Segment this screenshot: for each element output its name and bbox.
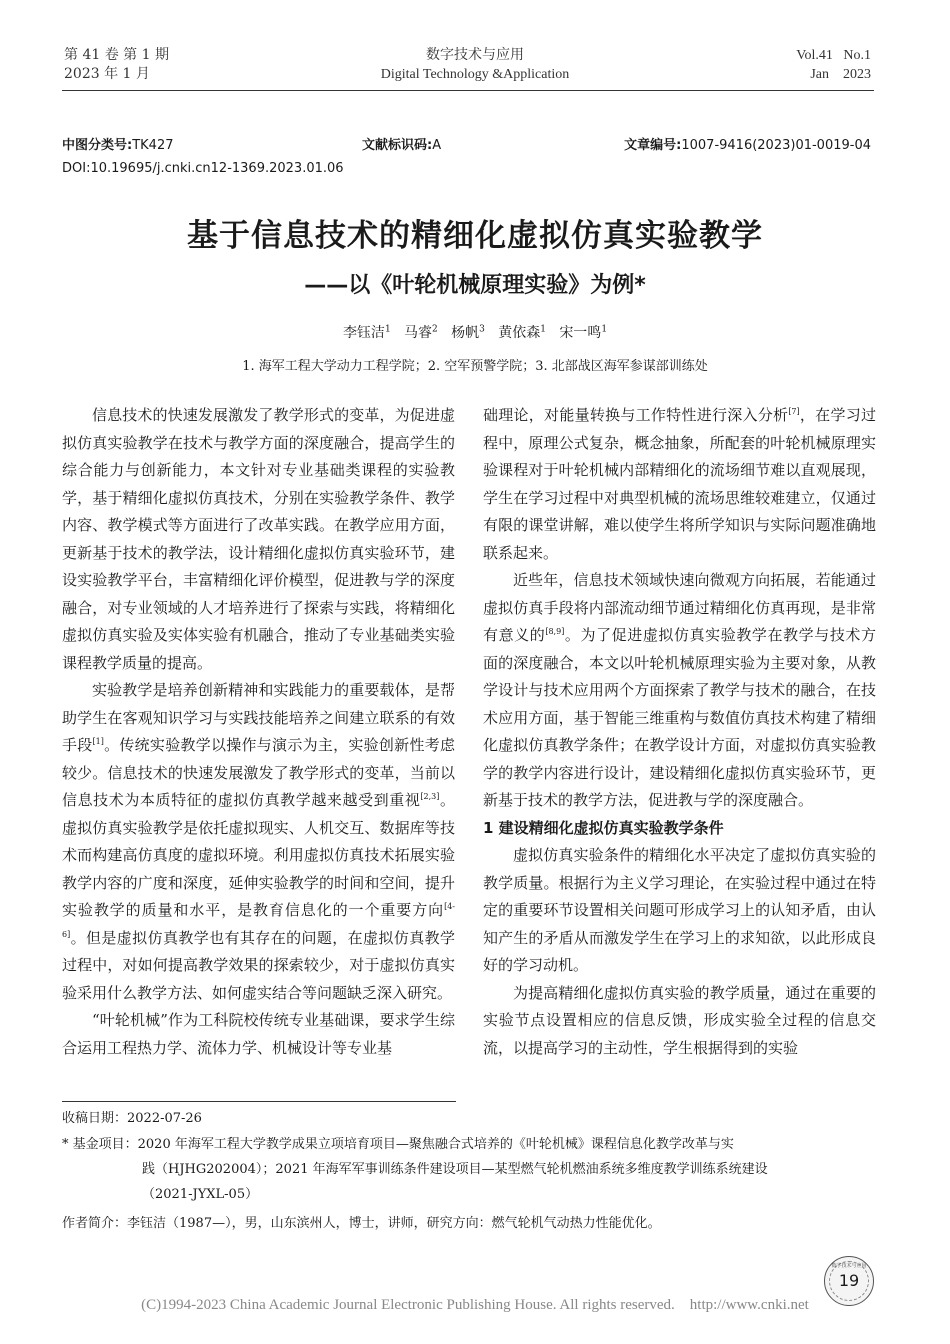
journal-name-cn: 数字技术与应用 [426, 47, 524, 63]
clc-value: TK427 [132, 138, 174, 153]
citation: [7] [788, 407, 800, 416]
author-list [0, 322, 950, 342]
footnote-rule [62, 1101, 456, 1102]
author: 李钰洁$^1$ [342, 324, 391, 341]
copyright-notice: (C)1994-2023 China Academic Journal Electronic Publishing House. All rights reserved. http://www.cnki.net [141, 1297, 809, 1313]
fund-info [62, 1132, 876, 1207]
author: 黄依森$^1$ [498, 324, 546, 341]
paragraph: “叶轮机械”作为工科院校传统专业基础课，要求学生综合运用工程热力学、流体力学、机械设计等专业基 [62, 1011, 455, 1057]
article-title: 基于信息技术的精细化虚拟仿真实验教学 [187, 218, 763, 254]
citation: [4-6] [62, 902, 455, 939]
author-intro: 作者简介：李钰洁（1987—），男，山东滨州人，博士，讲师，研究方向：燃气轮机气动热力性能优化。 [62, 1216, 661, 1231]
right-column [483, 402, 876, 1062]
section-heading: 1 建设精细化虚拟仿真实验教学条件 [483, 818, 724, 837]
document-code [362, 134, 441, 153]
badge-text: 数字技术与应用 [831, 1263, 867, 1269]
doc-label: 文献标识码: [362, 138, 433, 153]
header-rule [62, 90, 874, 91]
vol-no: Vol.41 No.1 [796, 48, 871, 63]
doi: DOI:10.19695/j.cnki.cn12-1369.2023.01.06 [62, 161, 344, 176]
article-value: 1007-9416(2023)01-0019-04 [681, 138, 871, 153]
left-column [62, 402, 455, 1062]
paragraph: 信息技术的快速发展激发了教学形式的变革，为促进虚拟仿真实验教学在技术与教学方面的深度融合，提高学生的综合能力与创新能力，本文针对专业基础类课程的实验教学，基于精细化虚拟仿真技术，分别在实验教学条件、教学内容、教学模式等方面进行了改革实践。在教学应用方面，更新基于技术的教学法，设计精细化虚拟仿真实验环节，建设实验教学平台，丰富精细化评价模型，促进教与学的深度融合，对专业领域的人才培养进行了探索与实践，将精细化虚拟仿真实验及实体实验有机融合，推动了专业基础类实验课程教学质量的提高。 [62, 406, 455, 672]
doc-value: A [432, 138, 442, 153]
paragraph: 为提高精细化虚拟仿真实验的教学质量，通过在重要的实验节点设置相应的信息反馈，形成实验全过程的信息交流，以提高学习的主动性，学生根据得到的实验 [483, 983, 876, 1057]
month-year: Jan 2023 [810, 67, 871, 82]
fund-line: 践（HJHG202004）；2021 年海军军事训练条件建设项目—某型燃气轮机燃油系统多维度教学训练系统建设 [142, 1162, 768, 1177]
paragraph: 近些年，信息技术领域快速向微观方向拓展，若能通过虚拟仿真手段将内部流动细节通过精细化仿真再现，是非常有意义的[8,9]。为了促进虚拟仿真实验教学在教学与技术方面的深度融合，本文以叶轮机械原理实验为主要对象，从教学设计与技术应用两个方面探索了教学与技术的融合，在技术应用方面，基于智能三维重构与数值仿真技术构建了精细化虚拟仿真教学条件；在教学设计方面，对虚拟仿真实验教学的教学内容进行设计，建设精细化虚拟仿真实验环节，更新基于技术的教学方法，促进教与学的深度融合。 [483, 571, 876, 809]
issue-date: 2023 年 1 月 [64, 66, 150, 82]
article-label: 文章编号: [624, 138, 682, 153]
received-date: 收稿日期：2022-07-26 [62, 1111, 202, 1126]
clc-label: 中图分类号: [62, 138, 133, 153]
citation: [2,3] [420, 792, 440, 801]
fund-line: * 基金项目：2020 年海军工程大学教学成果立项培育项目—聚焦融合式培养的《叶轮机械》课程信息化教学改革与实 [62, 1137, 734, 1152]
affiliations: 1. 海军工程大学动力工程学院；2. 空军预警学院；3. 北部战区海军参谋部训练处 [242, 359, 708, 374]
paragraph: 础理论，对能量转换与工作特性进行深入分析[7]，在学习过程中，原理公式复杂，概念抽象，所配套的叶轮机械原理实验课程对于叶轮机械内部精细化的流场细节难以直观展现，学生在学习过程中对典型机械的流场思维较难建立，仅通过有限的课堂讲解，难以使学生将所学知识与实际问题准确地联系起来。 [483, 406, 876, 562]
author: 宋一鸣$^1$ [559, 324, 608, 341]
article-number [624, 134, 871, 153]
citation: [8,9] [545, 627, 565, 636]
page-number: 19 [838, 1271, 860, 1290]
paragraph: 虚拟仿真实验条件的精细化水平决定了虚拟仿真实验的教学质量。根据行为主义学习理论，在实验过程中通过在特定的重要环节设置相关问题可形成学习上的认知矛盾，由认知产生的矛盾从而激发学生在学习上的求知欲，以此形成良好的学习动机。 [483, 846, 876, 974]
author: 杨帆$^3$ [451, 324, 485, 341]
fund-line: （2021-JYXL-05） [142, 1187, 259, 1202]
journal-volume-en [796, 46, 871, 84]
volume-issue: 第 41 卷 第 1 期 [64, 47, 169, 63]
paragraph: 实验教学是培养创新精神和实践能力的重要载体，是帮助学生在客观知识学习与实践技能培养之间建立联系的有效手段[1]。传统实验教学以操作与演示为主，实验创新性考虑较少。信息技术的快速发展激发了教学形式的变革，当前以信息技术为本质特征的虚拟仿真教学越来越受到重视[2,3]。虚拟仿真实验教学是依托虚拟现实、人机交互、数据库等技术而构建高仿真度的虚拟环境。利用虚拟仿真技术拓展实验教学内容的广度和深度，延伸实验教学的时间和空间，提升实验教学的质量和水平，是教育信息化的一个重要方向[4-6]。但是虚拟仿真教学也有其存在的问题，在虚拟仿真教学过程中，对如何提高教学效果的探索较少，对于虚拟仿真实验采用什么教学方法、如何虚实结合等问题缺乏深入研究。 [62, 681, 455, 1002]
journal-name-en: Digital Technology &Application [380, 67, 570, 82]
author: 马睿$^2$ [404, 324, 438, 341]
clc-number [62, 134, 173, 153]
citation: [1] [92, 737, 104, 746]
article-subtitle: ——以《叶轮机械原理实验》为例* [304, 273, 646, 298]
